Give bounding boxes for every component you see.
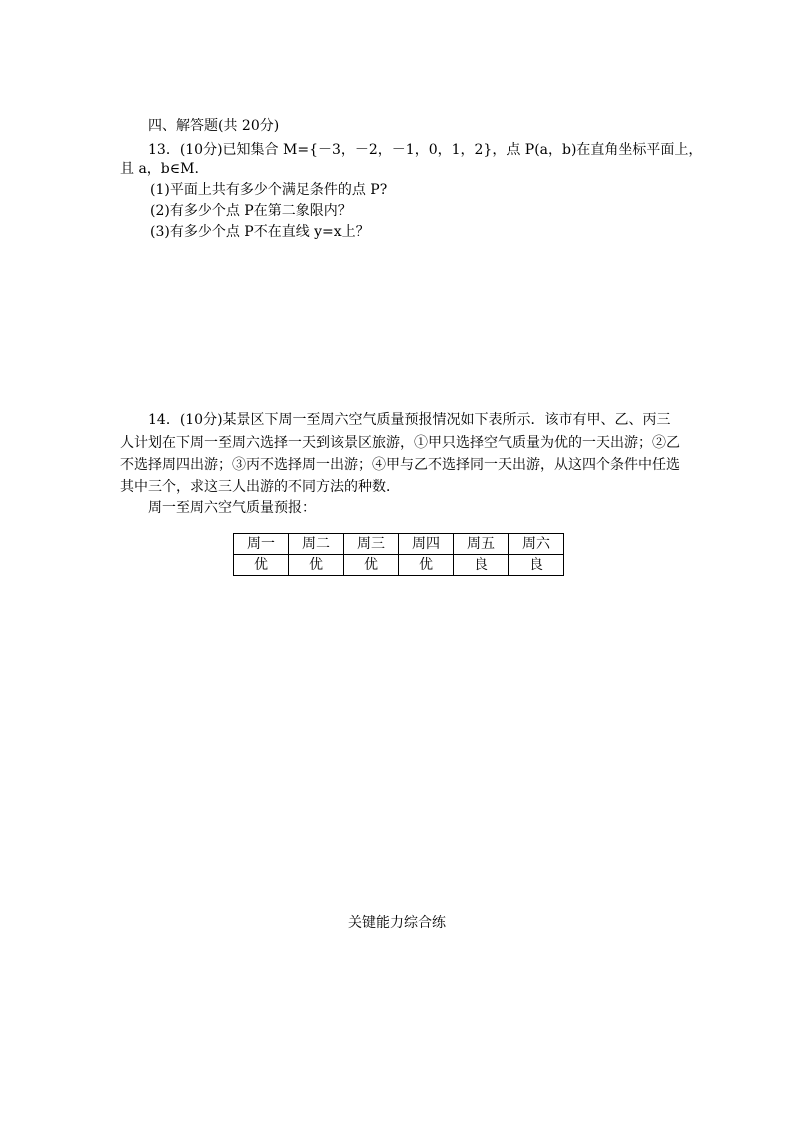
air-quality-table xyxy=(233,533,564,576)
table-row-days xyxy=(234,534,564,555)
table-row-quality xyxy=(234,555,564,576)
table-cell-day: 周五 xyxy=(454,534,509,555)
table-cell-day: 周二 xyxy=(289,534,344,555)
q13-line-1: 13．(10分)已知集合 M={－3，－2，－1，0，1，2}，点 P(a，b)在直角坐标平面上， xyxy=(148,142,703,158)
q13-line-2: 且 a，b∈M. xyxy=(120,161,199,177)
table-cell-day: 周三 xyxy=(344,534,399,555)
table-cell-quality: 优 xyxy=(344,555,399,576)
table-cell-day: 周四 xyxy=(399,534,454,555)
q14-line-3: 不选择周四出游；③丙不选择周一出游；④甲与乙不选择同一天出游，从这四个条件中任选 xyxy=(120,457,680,473)
q13-subquestion-2: (2)有多少个点 P在第二象限内？ xyxy=(150,203,352,219)
q13-subquestion-3: (3)有多少个点 P不在直线 y=x上？ xyxy=(150,224,370,240)
q14-line-4: 其中三个，求这三人出游的不同方法的种数． xyxy=(120,479,400,495)
table-cell-quality: 优 xyxy=(234,555,289,576)
table-cell-day: 周六 xyxy=(509,534,564,555)
q13-subquestion-1: (1)平面上共有多少个满足条件的点 P? xyxy=(150,182,388,198)
q14-line-2: 人计划在下周一至周六选择一天到该景区旅游，①甲只选择空气质量为优的一天出游；②乙 xyxy=(120,435,680,451)
table-cell-day: 周一 xyxy=(234,534,289,555)
table-cell-quality: 良 xyxy=(454,555,509,576)
section-heading: 四、解答题(共 20分) xyxy=(148,118,280,134)
footer-title: 关键能力综合练 xyxy=(348,915,446,931)
table-cell-quality: 优 xyxy=(289,555,344,576)
q14-line-1: 14．(10分)某景区下周一至周六空气质量预报情况如下表所示．该市有甲、乙、丙三 xyxy=(148,412,671,428)
table-cell-quality: 优 xyxy=(399,555,454,576)
table-cell-quality: 良 xyxy=(509,555,564,576)
table-caption: 周一至周六空气质量预报： xyxy=(148,500,316,516)
